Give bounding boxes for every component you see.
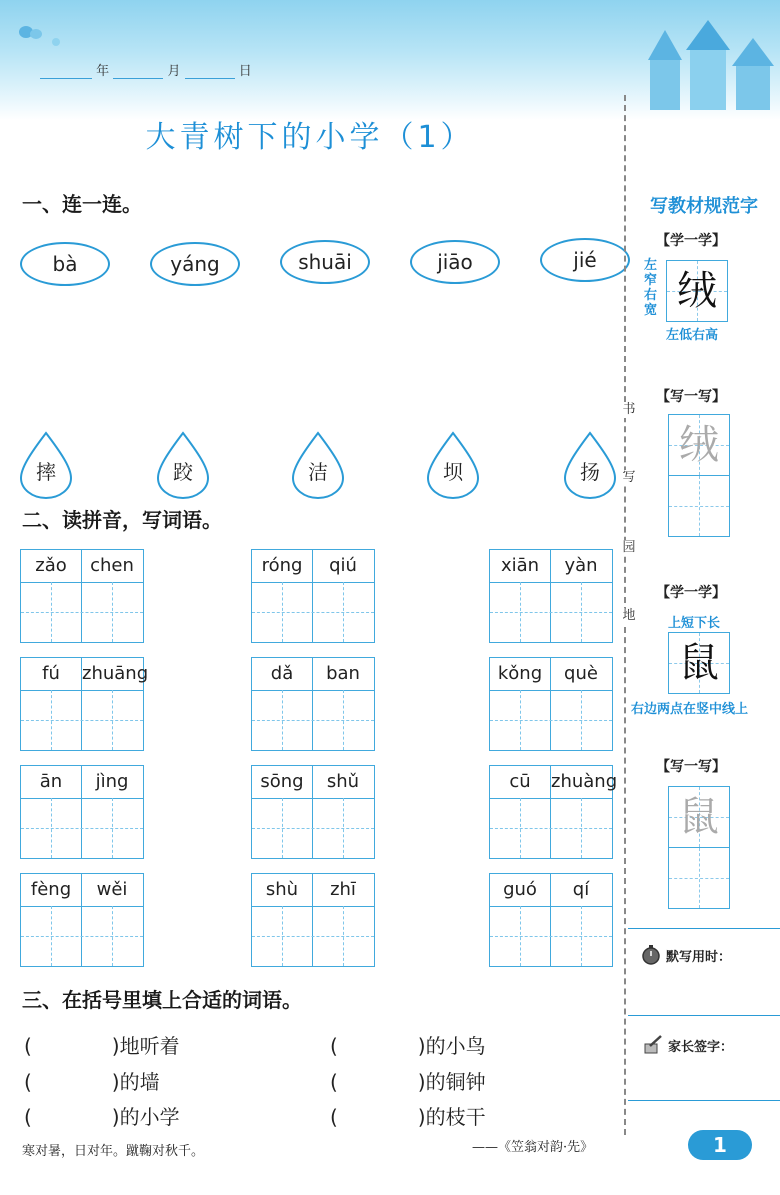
castle-illustration bbox=[640, 20, 780, 110]
model-character: 绒 bbox=[677, 268, 717, 314]
pinyin-label: xiān bbox=[500, 555, 540, 576]
day-blank[interactable] bbox=[185, 64, 235, 79]
sidebar-separator bbox=[628, 1015, 780, 1016]
pinyin-label: zhī bbox=[330, 879, 356, 900]
pen-icon bbox=[642, 1034, 664, 1056]
pinyin-label: wěi bbox=[96, 879, 128, 900]
pinyin-writing-grid[interactable] bbox=[20, 549, 144, 643]
pinyin-label: róng bbox=[261, 555, 303, 576]
pinyin-label: cū bbox=[509, 771, 531, 792]
pinyin-writing-grid[interactable] bbox=[20, 873, 144, 967]
fill-blank-item[interactable]: ( )的铜钟 bbox=[330, 1070, 486, 1094]
writing-box[interactable] bbox=[668, 847, 730, 909]
pinyin-label: qiú bbox=[329, 555, 357, 576]
structure-note: 左低右高 bbox=[666, 328, 719, 343]
pinyin-label: guó bbox=[503, 879, 537, 900]
pinyin-writing-grid[interactable] bbox=[20, 657, 149, 751]
char-drop[interactable]: 跤 bbox=[173, 460, 193, 484]
pinyin-oval[interactable]: yáng bbox=[150, 242, 240, 286]
char-drop[interactable]: 扬 bbox=[580, 460, 600, 484]
pinyin-label: jìng bbox=[95, 771, 129, 792]
learn-label: 【学一学】 bbox=[656, 585, 726, 601]
month-label: 月 bbox=[167, 64, 181, 79]
footer-source: ——《笠翁对韵·先》 bbox=[472, 1140, 594, 1155]
section2-title: 二、读拼音，写词语。 bbox=[22, 508, 222, 532]
sidebar-title: 写教材规范字 bbox=[650, 196, 758, 217]
vertical-char: 地 bbox=[622, 608, 636, 623]
pinyin-oval[interactable]: jié bbox=[540, 238, 630, 282]
pinyin-label: zhuāng bbox=[82, 663, 149, 684]
fill-blank-item[interactable]: ( )的墙 bbox=[24, 1070, 160, 1094]
tracing-character: 绒 bbox=[679, 422, 719, 468]
butterfly-icon bbox=[14, 22, 64, 52]
pinyin-label: kǒng bbox=[497, 663, 543, 684]
writing-box[interactable] bbox=[668, 475, 730, 537]
month-blank[interactable] bbox=[113, 64, 163, 79]
day-label: 日 bbox=[238, 64, 252, 79]
vertical-char: 写 bbox=[622, 470, 636, 485]
fill-blank-item[interactable]: ( )的小学 bbox=[24, 1105, 180, 1129]
pinyin-writing-grid[interactable] bbox=[251, 873, 375, 967]
learn-label: 【学一学】 bbox=[656, 233, 726, 249]
write-label: 【写一写】 bbox=[656, 759, 726, 775]
sidebar-separator bbox=[628, 928, 780, 929]
pinyin-label: què bbox=[564, 663, 598, 684]
pinyin-oval[interactable]: shuāi bbox=[280, 240, 370, 284]
page-title: 大青树下的小学（1） bbox=[145, 120, 475, 155]
pinyin-writing-grid[interactable] bbox=[251, 765, 375, 859]
pinyin-label: zǎo bbox=[35, 555, 67, 576]
fill-blank-item[interactable]: ( )的小鸟 bbox=[330, 1034, 486, 1058]
vertical-char: 园 bbox=[622, 540, 636, 555]
pinyin-label: fú bbox=[42, 663, 60, 684]
year-blank[interactable] bbox=[40, 64, 92, 79]
structure-note: 左窄右宽 bbox=[644, 258, 658, 318]
footer-quote: 寒对暑，日对年。蹴鞠对秋千。 bbox=[22, 1144, 205, 1159]
structure-note: 右边两点在竖中线上 bbox=[631, 702, 749, 717]
pinyin-writing-grid[interactable] bbox=[20, 765, 144, 859]
pinyin-writing-grid[interactable] bbox=[251, 657, 375, 751]
pinyin-oval[interactable]: bà bbox=[20, 242, 110, 286]
dictation-time-label: 默写用时： bbox=[666, 950, 732, 965]
pinyin-label: shǔ bbox=[326, 771, 360, 792]
tracing-character: 鼠 bbox=[679, 794, 719, 840]
write-label: 【写一写】 bbox=[656, 389, 726, 405]
pinyin-label: chen bbox=[90, 555, 134, 576]
model-character-box bbox=[666, 260, 728, 322]
pinyin-label: ān bbox=[39, 771, 63, 792]
pinyin-label: qí bbox=[572, 879, 590, 900]
model-character-box bbox=[668, 632, 730, 694]
stopwatch-icon bbox=[640, 944, 662, 966]
pinyin-writing-grid[interactable] bbox=[489, 765, 618, 859]
year-label: 年 bbox=[96, 64, 110, 79]
pinyin-label: ban bbox=[326, 663, 360, 684]
char-drop[interactable]: 坝 bbox=[443, 460, 463, 484]
pinyin-label: sōng bbox=[260, 771, 304, 792]
date-line bbox=[40, 60, 252, 79]
tracing-box bbox=[668, 786, 730, 848]
char-drop[interactable]: 洁 bbox=[308, 460, 328, 484]
structure-note: 上短下长 bbox=[668, 616, 721, 631]
sidebar-separator bbox=[628, 1100, 780, 1101]
tracing-box bbox=[668, 414, 730, 476]
pinyin-label: zhuàng bbox=[551, 771, 618, 792]
pinyin-writing-grid[interactable] bbox=[251, 549, 375, 643]
section1-title: 一、连一连。 bbox=[22, 192, 142, 216]
parent-signature-label: 家长签字： bbox=[668, 1040, 734, 1055]
vertical-char: 书 bbox=[622, 402, 636, 417]
pinyin-label: shù bbox=[265, 879, 299, 900]
pinyin-label: fèng bbox=[30, 879, 72, 900]
model-character: 鼠 bbox=[679, 640, 719, 686]
pinyin-label: dǎ bbox=[270, 663, 294, 684]
section3-title: 三、在括号里填上合适的词语。 bbox=[22, 988, 302, 1012]
pinyin-writing-grid[interactable] bbox=[489, 873, 613, 967]
pinyin-writing-grid[interactable] bbox=[489, 657, 613, 751]
pinyin-label: yàn bbox=[564, 555, 598, 576]
page-number: 1 bbox=[688, 1130, 752, 1160]
pinyin-oval[interactable]: jiāo bbox=[410, 240, 500, 284]
pinyin-writing-grid[interactable] bbox=[489, 549, 613, 643]
char-drop[interactable]: 摔 bbox=[36, 460, 56, 484]
fill-blank-item[interactable]: ( )的枝干 bbox=[330, 1105, 486, 1129]
fill-blank-item[interactable]: ( )地听着 bbox=[24, 1034, 180, 1058]
